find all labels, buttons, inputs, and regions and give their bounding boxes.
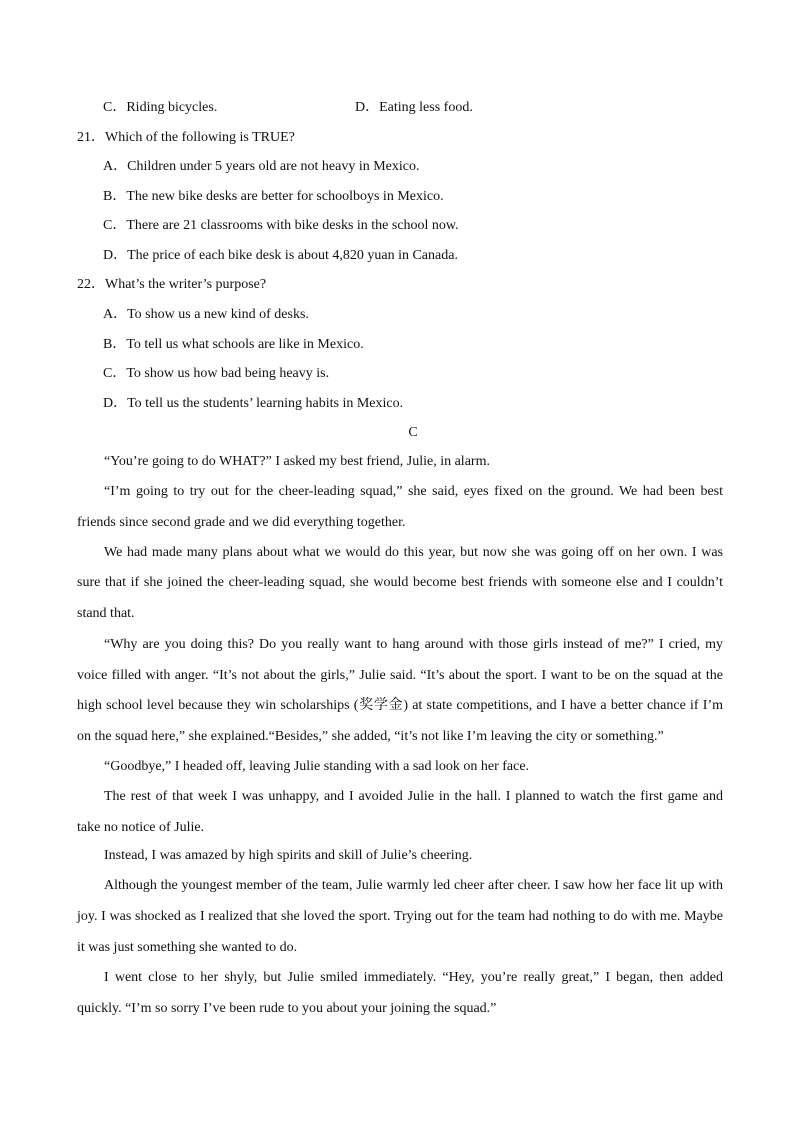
passage-line: quickly. “I’m so sorry I’ve been rude to you about your joining the squad.” bbox=[77, 1001, 497, 1016]
q21-stem: 21．Which of the following is TRUE? bbox=[77, 130, 295, 145]
passage-line: sure that if she joined the cheer-leading squad, she would become best friends with someone else and I couldn’t bbox=[77, 575, 723, 590]
q22-option-d: D．To tell us the students’ learning habits in Mexico. bbox=[103, 396, 404, 411]
passage-line: stand that. bbox=[77, 606, 135, 621]
passage-line: friends since second grade and we did everything together. bbox=[77, 515, 406, 530]
passage-line: “Why are you doing this? Do you really want to hang around with those girls instead of me?” I cried, my bbox=[104, 637, 723, 652]
passage-line: “Goodbye,” I headed off, leaving Julie standing with a sad look on her face. bbox=[104, 759, 530, 774]
passage-line: “I’m going to try out for the cheer-leading squad,” she said, eyes fixed on the ground. We had been best bbox=[104, 484, 723, 499]
section-heading: C bbox=[408, 425, 418, 440]
passage-line: I went close to her shyly, but Julie smiled immediately. “Hey, you’re really great,” I began, then added bbox=[104, 970, 723, 985]
passage-line: on the squad here,” she explained.“Besides,” she added, “it’s not like I’m leaving the city or something.” bbox=[77, 729, 664, 744]
passage-line: joy. I was shocked as I realized that she loved the sport. Trying out for the team had nothing to do with me. Maybe bbox=[77, 909, 723, 924]
q21-option-b: B．The new bike desks are better for schoolboys in Mexico. bbox=[103, 189, 444, 204]
passage-line: Although the youngest member of the team, Julie warmly led cheer after cheer. I saw how her face lit up with bbox=[104, 878, 723, 893]
q21-option-d: D．The price of each bike desk is about 4,820 yuan in Canada. bbox=[103, 248, 458, 263]
passage-line: Instead, I was amazed by high spirits and skill of Julie’s cheering. bbox=[104, 848, 473, 863]
q21-option-a: A．Children under 5 years old are not heavy in Mexico. bbox=[103, 159, 420, 174]
q22-option-c: C．To show us how bad being heavy is. bbox=[103, 366, 330, 381]
passage-line: voice filled with anger. “It’s not about the girls,” Julie said. “It’s about the sport. I want to be on the squad at the bbox=[77, 668, 723, 683]
passage-line: The rest of that week I was unhappy, and I avoided Julie in the hall. I planned to watch the first game and bbox=[104, 789, 723, 804]
passage-line: take no notice of Julie. bbox=[77, 820, 205, 835]
passage-line: We had made many plans about what we would do this year, but now she was going off on her own. I was bbox=[104, 545, 723, 560]
passage-line: it was just something she wanted to do. bbox=[77, 940, 298, 955]
q22-option-a: A．To show us a new kind of desks. bbox=[103, 307, 309, 322]
q22-option-b: B．To tell us what schools are like in Mexico. bbox=[103, 337, 364, 352]
q22-stem: 22．What’s the writer’s purpose? bbox=[77, 277, 267, 292]
q20-option-d: D．Eating less food. bbox=[355, 100, 473, 115]
passage-line: high school level because they win scholarships (奖学金) at state competitions, and I have a better chance if I’m bbox=[77, 698, 723, 713]
q20-option-c: C．Riding bicycles. bbox=[103, 100, 218, 115]
q21-option-c: C．There are 21 classrooms with bike desks in the school now. bbox=[103, 218, 459, 233]
passage-line: “You’re going to do WHAT?” I asked my best friend, Julie, in alarm. bbox=[104, 454, 490, 469]
